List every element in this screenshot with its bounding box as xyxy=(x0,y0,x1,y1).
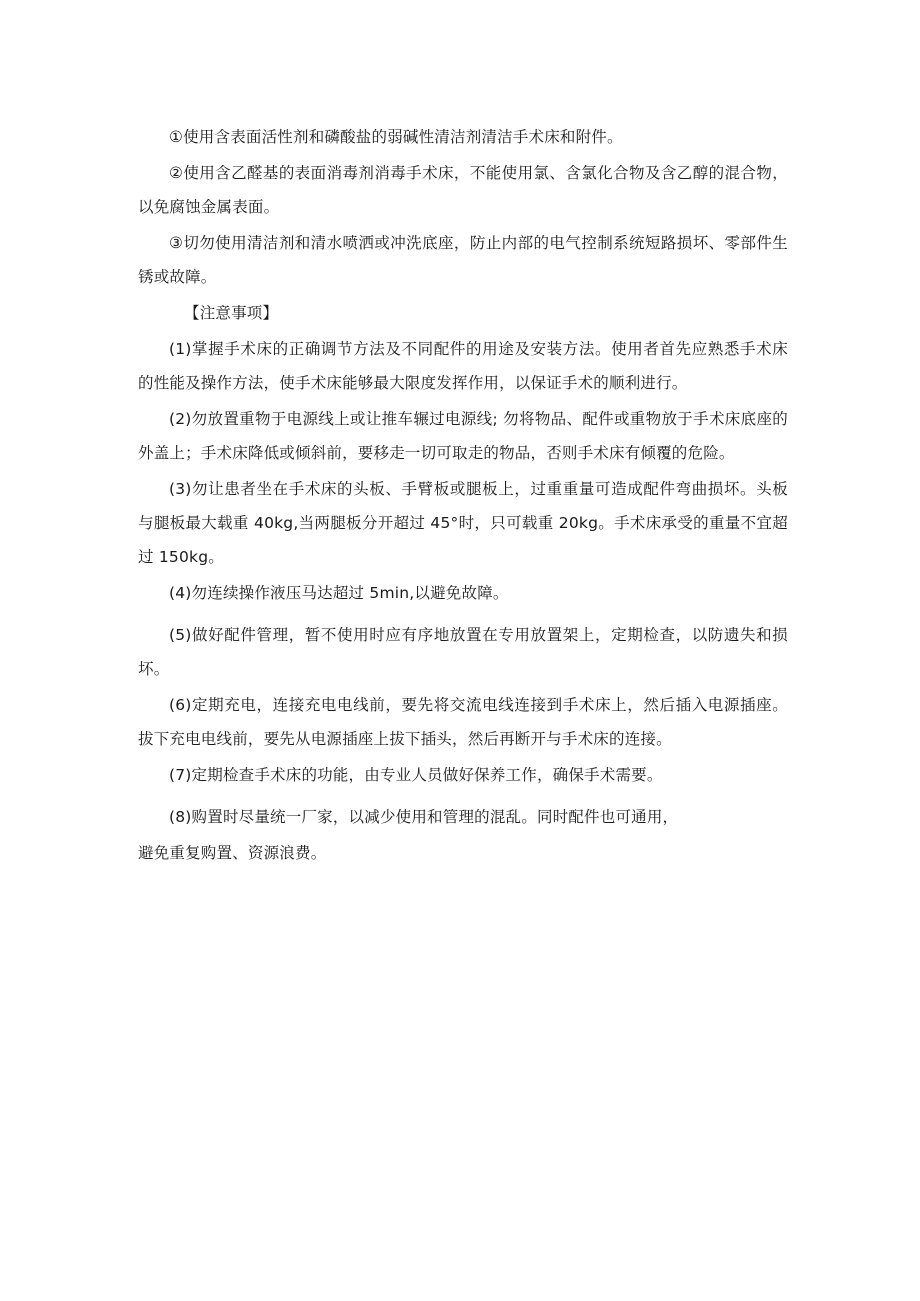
cleaning-item-3: ③切勿使用清洁剂和清水喷洒或冲洗底座，防止内部的电气控制系统短路损坏、零部件生锈或故障。 xyxy=(138,234,788,286)
note-item-7: (7)定期检查手术床的功能，由专业人员做好保养工作，确保手术需要。 xyxy=(169,766,663,784)
note-item-6: (6)定期充电，连接充电电线前，要先将交流电线连接到手术床上，然后插入电源插座。拔下充电电线前，要先从电源插座上拔下插头，然后再断开与手术床的连接。 xyxy=(138,696,788,748)
document-body xyxy=(138,120,788,872)
note-item-2: (2)勿放置重物于电源线上或让推车辗过电源线; 勿将物品、配件或重物放于手术床底座的外盖上；手术床降低或倾斜前，要移走一切可取走的物品，否则手术床有倾覆的危险。 xyxy=(138,410,788,462)
note-item-4: (4)勿连续操作液压马达超过 5min,以避免故障。 xyxy=(169,584,509,602)
cleaning-item-2: ②使用含乙醛基的表面消毒剂消毒手术床，不能使用氯、含氯化合物及含乙醇的混合物，以免腐蚀金属表面。 xyxy=(138,164,788,216)
note-item-5: (5)做好配件管理，暂不使用时应有序地放置在专用放置架上，定期检查，以防遗失和损坏。 xyxy=(138,626,788,678)
notes-heading: 【注意事项】 xyxy=(184,304,279,322)
note-item-8-line-1: (8)购置时尽量统一厂家，以减少使用和管理的混乱。同时配件也可通用， xyxy=(169,808,679,826)
note-item-8-line-2: 避免重复购置、资源浪费。 xyxy=(138,844,327,862)
note-item-1: (1)掌握手术床的正确调节方法及不同配件的用途及安装方法。使用者首先应熟悉手术床的性能及操作方法，使手术床能够最大限度发挥作用，以保证手术的顺利进行。 xyxy=(138,340,788,392)
cleaning-item-1: ①使用含表面活性剂和磷酸盐的弱碱性清洁剂清洁手术床和附件。 xyxy=(169,128,623,146)
note-item-3: (3)勿让患者坐在手术床的头板、手臂板或腿板上，过重重量可造成配件弯曲损坏。头板与腿板最大载重 40kg,当两腿板分开超过 45°时，只可载重 20kg。手术床承受的重量不宜超过 150kg。 xyxy=(138,480,788,566)
